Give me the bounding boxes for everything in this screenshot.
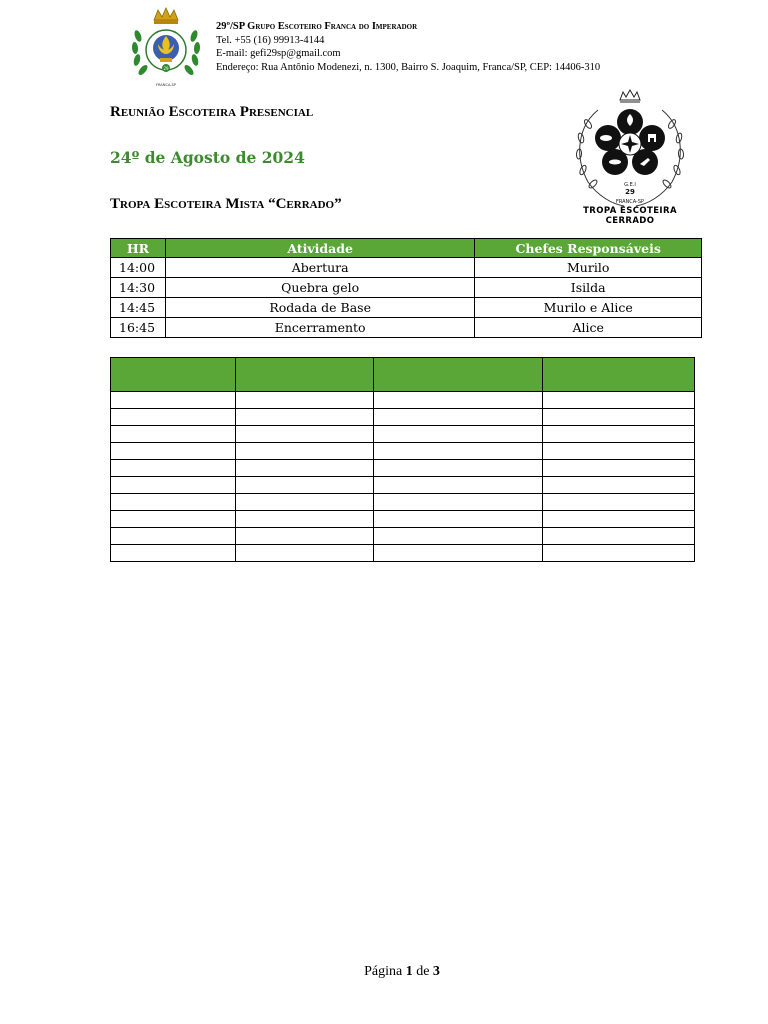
- empty-cell: [235, 477, 373, 494]
- cell-hr: 14:30: [111, 278, 166, 298]
- logo-left-city: FRANCA-SP: [155, 83, 177, 87]
- table-row: [111, 528, 695, 545]
- empty-cell: [373, 545, 543, 562]
- table-row: [111, 392, 695, 409]
- empty-cell: [543, 511, 695, 528]
- cell-activity: Rodada de Base: [165, 298, 474, 318]
- empty-cell: [235, 392, 373, 409]
- cell-hr: 16:45: [111, 318, 166, 338]
- empty-cell: [235, 545, 373, 562]
- cell-leaders: Murilo e Alice: [475, 298, 702, 318]
- email-text: E-mail: gefi29sp@gmail.com: [216, 48, 341, 59]
- empty-cell: [543, 460, 695, 477]
- table-row: [111, 477, 695, 494]
- empty-cell: [543, 443, 695, 460]
- crown-icon: [620, 90, 640, 102]
- page-of: de: [416, 964, 430, 979]
- blank-header-cell: [235, 358, 373, 392]
- current-page: 1: [405, 964, 413, 979]
- address-text: Endereço: Rua Antônio Modenezi, n. 1300, Bairro S. Joaquim, Franca/SP, CEP: 14406-310: [216, 61, 601, 73]
- empty-cell: [235, 443, 373, 460]
- meeting-title: Reunião Escoteira Presencial: [110, 104, 314, 120]
- blank-table-body: [111, 392, 695, 562]
- column-header-leaders: Chefes Responsáveis: [475, 239, 702, 258]
- empty-cell: [543, 494, 695, 511]
- empty-cell: [373, 443, 543, 460]
- blank-header-cell: [543, 358, 695, 392]
- page-label: Página: [364, 964, 403, 979]
- empty-cell: [373, 494, 543, 511]
- table-row: [111, 511, 695, 528]
- cell-activity: Encerramento: [165, 318, 474, 338]
- meeting-date: 24º de Agosto de 2024: [110, 148, 305, 167]
- schedule-header-row: [111, 239, 702, 258]
- empty-cell: [373, 460, 543, 477]
- empty-cell: [111, 426, 236, 443]
- column-header-activity: Atividade: [165, 239, 474, 258]
- empty-cell: [235, 511, 373, 528]
- cell-leaders: Alice: [475, 318, 702, 338]
- cell-hr: 14:45: [111, 298, 166, 318]
- troop-logo-caption: TROPA ESCOTEIRA CERRADO: [583, 206, 677, 226]
- empty-cell: [111, 477, 236, 494]
- empty-cell: [111, 443, 236, 460]
- empty-cell: [235, 409, 373, 426]
- table-row: [111, 278, 702, 298]
- header-contact: [216, 20, 600, 74]
- empty-cell: [373, 426, 543, 443]
- empty-cell: [111, 409, 236, 426]
- blank-header-row: [111, 358, 695, 392]
- cell-leaders: Isilda: [475, 278, 702, 298]
- empty-cell: [373, 528, 543, 545]
- empty-cell: [111, 511, 236, 528]
- cell-activity: Abertura: [165, 258, 474, 278]
- empty-cell: [373, 477, 543, 494]
- table-row: [111, 460, 695, 477]
- empty-cell: [111, 460, 236, 477]
- empty-cell: [235, 528, 373, 545]
- cell-activity: Quebra gelo: [165, 278, 474, 298]
- table-row: [111, 258, 702, 278]
- empty-cell: [111, 392, 236, 409]
- empty-cell: [543, 545, 695, 562]
- empty-cell: [373, 409, 543, 426]
- blank-header-cell: [373, 358, 543, 392]
- table-row: [111, 318, 702, 338]
- empty-cell: [235, 494, 373, 511]
- empty-cell: [111, 528, 236, 545]
- table-row: [111, 409, 695, 426]
- empty-cell: [543, 392, 695, 409]
- empty-cell: [111, 494, 236, 511]
- logo-right-gei: G.E.I: [624, 182, 636, 188]
- table-row: [111, 426, 695, 443]
- blank-table: [110, 357, 695, 562]
- logo-left-number: 29: [163, 66, 169, 71]
- troop-logo-right: [568, 86, 692, 220]
- cell-hr: 14:00: [111, 258, 166, 278]
- empty-cell: [543, 426, 695, 443]
- crown-icon: [154, 8, 178, 24]
- empty-cell: [235, 460, 373, 477]
- cell-leaders: Murilo: [475, 258, 702, 278]
- org-name: 29º/SP Grupo Escoteiro Franca do Imperador: [216, 21, 418, 32]
- logo-right-city: FRANCA-SP: [615, 199, 645, 205]
- blank-header-cell: [111, 358, 236, 392]
- empty-cell: [373, 392, 543, 409]
- column-header-hr: HR: [111, 239, 166, 258]
- page-number: [0, 964, 768, 980]
- empty-cell: [235, 426, 373, 443]
- total-pages: 3: [432, 964, 440, 979]
- schedule-table: [110, 238, 702, 338]
- empty-cell: [543, 528, 695, 545]
- logo-right-number: 29: [625, 188, 635, 196]
- table-row: [111, 494, 695, 511]
- table-row: [111, 443, 695, 460]
- empty-cell: [543, 477, 695, 494]
- group-logo-left: [128, 6, 204, 90]
- table-row: [111, 298, 702, 318]
- table-row: [111, 545, 695, 562]
- phone-text: Tel. +55 (16) 99913-4144: [216, 34, 325, 46]
- empty-cell: [111, 545, 236, 562]
- empty-cell: [543, 409, 695, 426]
- empty-cell: [373, 511, 543, 528]
- troop-title: Tropa Escoteira Mista “Cerrado”: [110, 196, 342, 212]
